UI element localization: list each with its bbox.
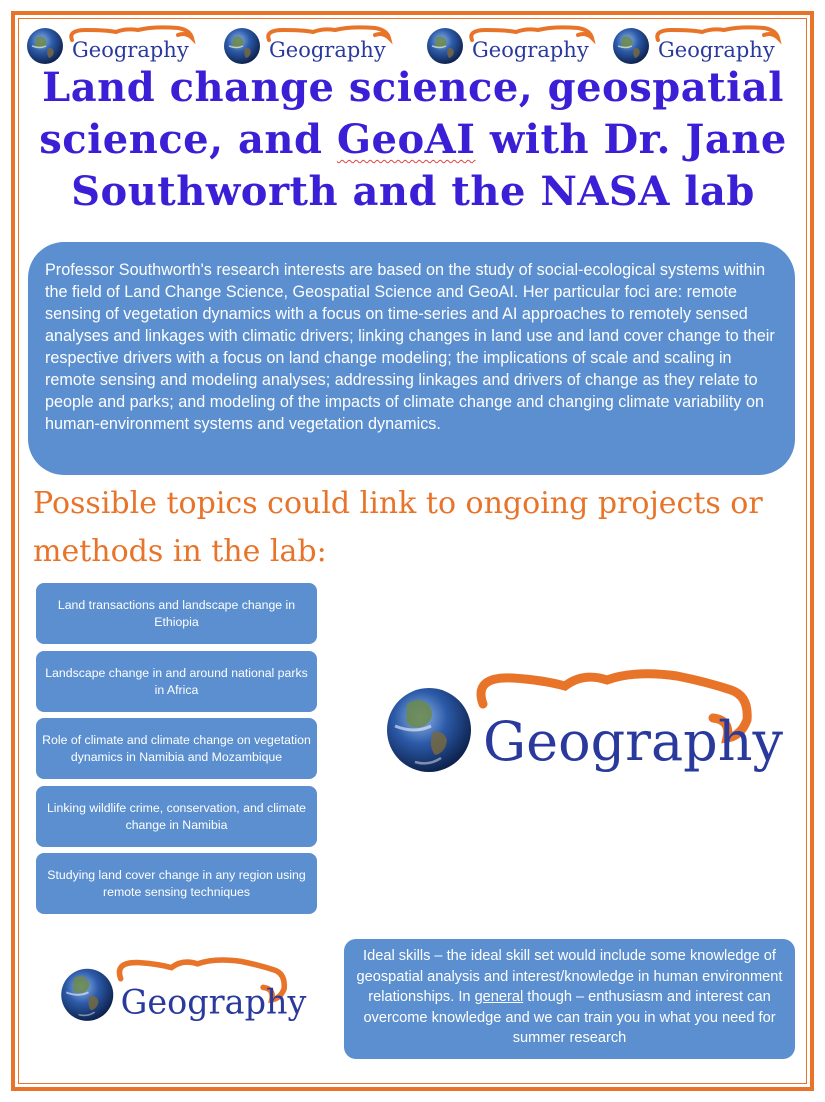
svg-text:Geography: Geography bbox=[658, 38, 775, 62]
research-interests-text: Professor Southworth's research interests are based on the study of social-ecological systems within the field of Land Change Science, Geospatial Science and GeoAI. Her particular foci are: remote sensing of vegetation dynamics with a focus on time-series and AI approaches to remotely sensed analyses and linkages with climatic drivers; linking changes in land use and land cover change to their respective drivers with a focus on land change modeling; the implications of scale and scaling in remote sensing and modeling analyses; addressing linkages and drivers of change as they relate to people and parks; and modeling of the impacts of climate change and changing climate variability on human-environment systems and vegetation dynamics. bbox=[45, 261, 775, 433]
geography-logo-large bbox=[385, 662, 784, 797]
topic-item-4 bbox=[36, 786, 317, 847]
title-part-1: Land change science, geospatial science, and bbox=[39, 64, 784, 163]
research-interests-box bbox=[28, 242, 795, 475]
header-logo-1 bbox=[26, 26, 202, 66]
globe-icon bbox=[224, 28, 260, 64]
topic-item-5 bbox=[36, 853, 317, 914]
globe-icon bbox=[613, 28, 649, 64]
header-logo-4 bbox=[612, 26, 788, 66]
svg-text:Geography: Geography bbox=[269, 38, 386, 62]
title-part-2: with Dr. Jane Southworth and the NASA lab bbox=[71, 116, 787, 215]
geography-logo-small bbox=[60, 952, 307, 1037]
header-logo-2 bbox=[218, 26, 404, 66]
topic-item-text: Land transactions and landscape change in Ethiopia bbox=[57, 597, 296, 629]
topic-item-2 bbox=[36, 651, 317, 712]
page-title bbox=[28, 62, 798, 218]
skills-text-before: Ideal skills – the ideal skill set would include some knowledge of geospatial analysis and interest/knowledge in human environment relationships. In bbox=[356, 948, 783, 1005]
globe-icon bbox=[61, 969, 113, 1021]
topics-heading: Possible topics could link to ongoing projects or methods in the lab: bbox=[33, 486, 763, 569]
svg-text:Geography: Geography bbox=[72, 38, 189, 62]
svg-text:Geography: Geography bbox=[120, 982, 307, 1022]
topic-item-text: Linking wildlife crime, conservation, and climate change in Namibia bbox=[46, 800, 307, 832]
title-geoai: GeoAI bbox=[336, 116, 476, 163]
topic-item-text: Landscape change in and around national parks in Africa bbox=[45, 665, 308, 697]
topic-item-text: Studying land cover change in any region using remote sensing techniques bbox=[47, 867, 306, 899]
globe-icon bbox=[427, 28, 463, 64]
globe-icon bbox=[387, 688, 471, 772]
header-logo-3 bbox=[423, 26, 605, 66]
topic-item-3 bbox=[36, 718, 317, 779]
skills-text-underlined: general bbox=[474, 989, 524, 1005]
svg-text:Geography: Geography bbox=[483, 710, 784, 773]
topic-item-text: Role of climate and climate change on vegetation dynamics in Namibia and Mozambique bbox=[42, 732, 311, 764]
skills-text-after: though – enthusiasm and interest can overcome knowledge and we can train you in what you need for summer research bbox=[363, 989, 776, 1046]
topic-item-1 bbox=[36, 583, 317, 644]
globe-icon bbox=[27, 28, 63, 64]
svg-text:Geography: Geography bbox=[472, 38, 589, 62]
ideal-skills-box bbox=[344, 939, 795, 1059]
